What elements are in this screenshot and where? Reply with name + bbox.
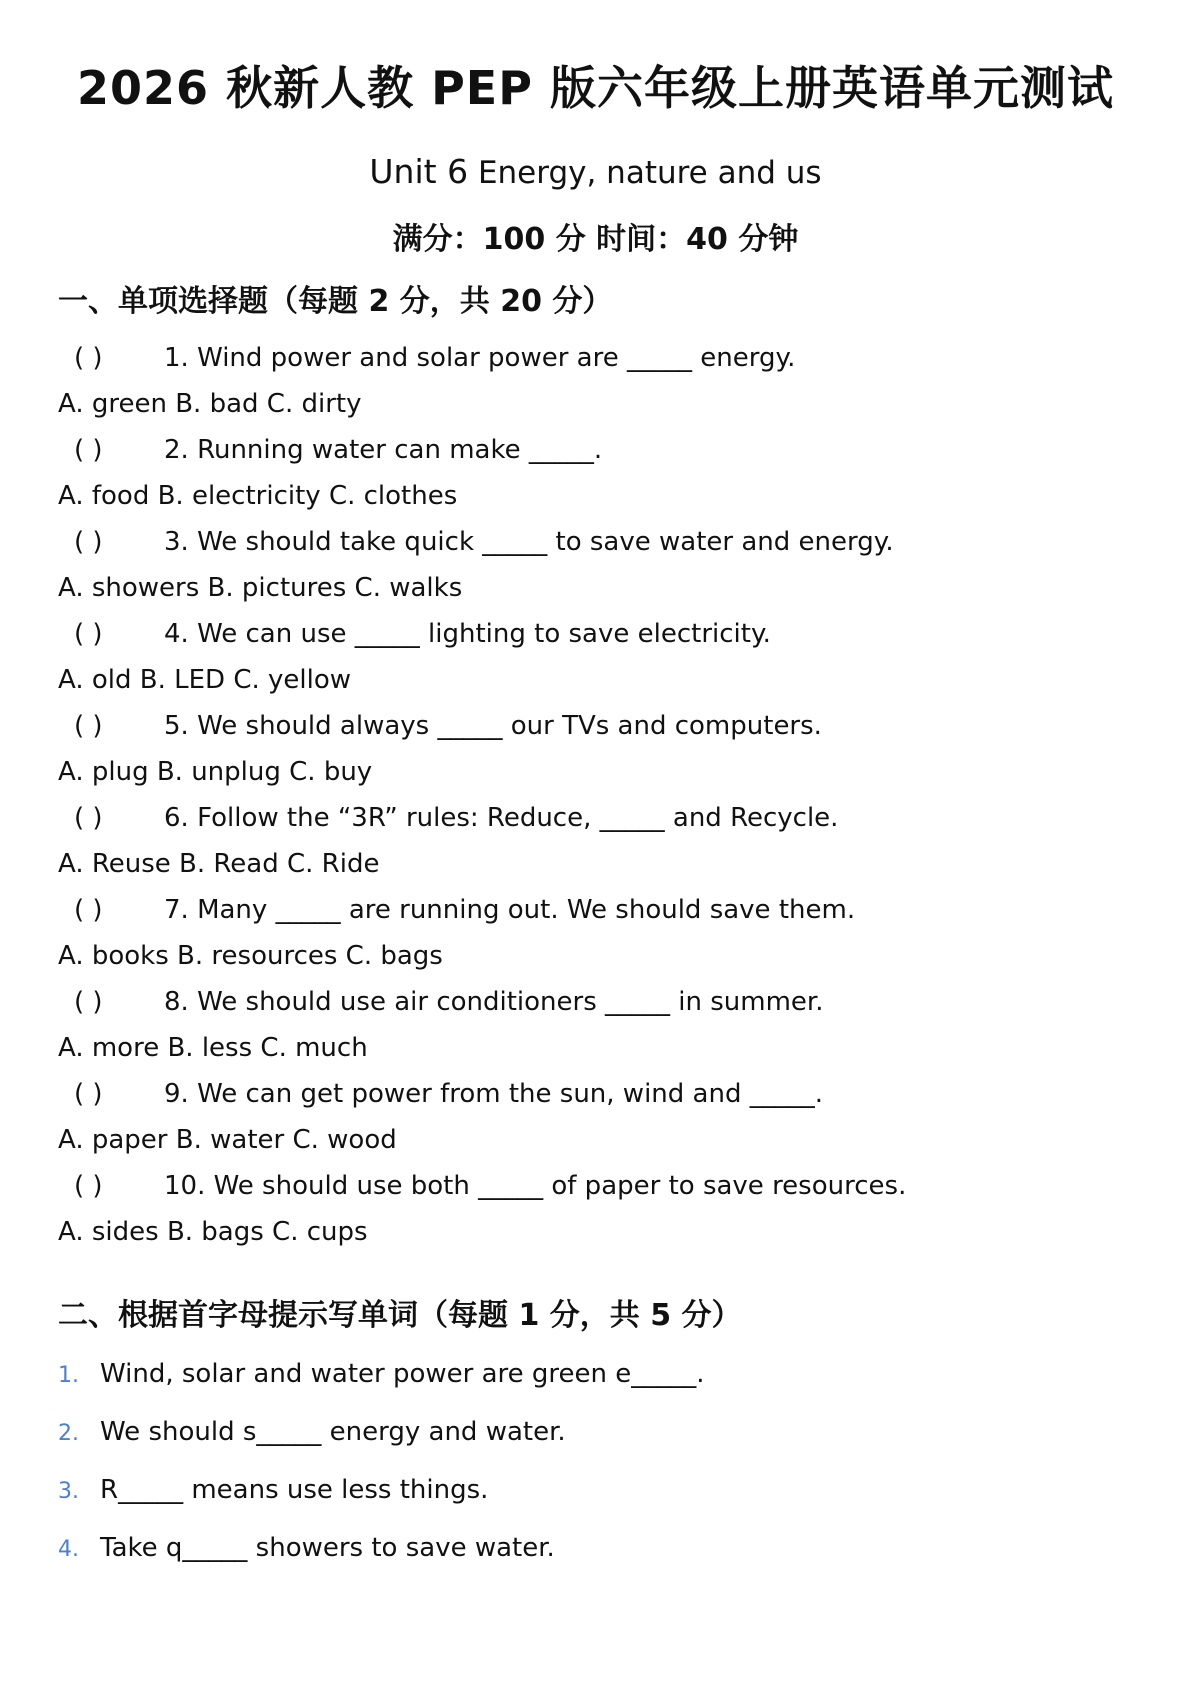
list-number: 1. [58,1363,79,1388]
fill-item-2 [58,1412,566,1454]
list-number: 2. [58,1421,79,1446]
question-stem: 2. Running water can make _____. [164,435,603,465]
question-stem: 10. We should use both _____ of paper to save resources. [164,1171,907,1201]
section-1-heading: 一、单项选择题（每题 2 分，共 20 分） [58,284,613,319]
unit-subtitle [0,150,1191,195]
fill-item-text: We should s_____ energy and water. [100,1417,566,1447]
question-5-options: A. plug B. unplug C. buy [58,757,373,787]
list-number: 3. [58,1479,79,1504]
question-stem: 4. We can use _____ lighting to save electricity. [164,619,771,649]
question-stem: 5. We should always _____ our TVs and computers. [164,711,822,741]
question-3-options: A. showers B. pictures C. walks [58,573,463,603]
fill-item-text: Take q_____ showers to save water. [100,1533,555,1563]
answer-blank-parentheses: ( ) [74,1079,103,1109]
question-8-options: A. more B. less C. much [58,1033,368,1063]
question-10-options: A. sides B. bags C. cups [58,1217,368,1247]
question-1-options: A. green B. bad C. dirty [58,389,362,419]
fill-item-3 [58,1470,488,1512]
question-1 [58,338,795,378]
fill-item-text: R_____ means use less things. [100,1475,489,1505]
question-6 [58,798,838,838]
question-stem: 6. Follow the “3R” rules: Reduce, _____ and Recycle. [164,803,839,833]
answer-blank-parentheses: ( ) [74,895,103,925]
question-10 [58,1166,906,1206]
answer-blank-parentheses: ( ) [74,343,103,373]
fill-item-1 [58,1354,705,1396]
answer-blank-parentheses: ( ) [74,711,103,741]
question-7-options: A. books B. resources C. bags [58,941,443,971]
section-2-heading: 二、根据首字母提示写单词（每题 1 分，共 5 分） [58,1298,742,1333]
question-5 [58,706,822,746]
answer-blank-parentheses: ( ) [74,527,103,557]
question-8 [58,982,824,1022]
answer-blank-parentheses: ( ) [74,435,103,465]
fill-item-4 [58,1528,555,1570]
question-stem: 9. We can get power from the sun, wind and _____. [164,1079,823,1109]
list-number: 4. [58,1537,79,1562]
question-2-options: A. food B. electricity C. clothes [58,481,458,511]
question-stem: 1. Wind power and solar power are _____ energy. [164,343,796,373]
question-7 [58,890,855,930]
unit-number: Unit 6 [369,152,469,191]
question-stem: 7. Many _____ are running out. We should save them. [164,895,856,925]
question-6-options: A. Reuse B. Read C. Ride [58,849,380,879]
answer-blank-parentheses: ( ) [74,1171,103,1201]
question-9-options: A. paper B. water C. wood [58,1125,397,1155]
question-4 [58,614,771,654]
answer-blank-parentheses: ( ) [74,987,103,1017]
question-2 [58,430,602,470]
page-title: 2026 秋新人教 PEP 版六年级上册英语单元测试 [77,61,1114,115]
question-stem: 3. We should take quick _____ to save water and energy. [164,527,894,557]
question-4-options: A. old B. LED C. yellow [58,665,352,695]
question-9 [58,1074,823,1114]
answer-blank-parentheses: ( ) [74,619,103,649]
fill-item-text: Wind, solar and water power are green e_____. [100,1359,705,1389]
score-time-info: 满分：100 分 时间：40 分钟 [392,222,799,257]
answer-blank-parentheses: ( ) [74,803,103,833]
question-3 [58,522,894,562]
question-stem: 8. We should use air conditioners _____ in summer. [164,987,824,1017]
unit-topic: Energy, nature and us [477,155,822,191]
